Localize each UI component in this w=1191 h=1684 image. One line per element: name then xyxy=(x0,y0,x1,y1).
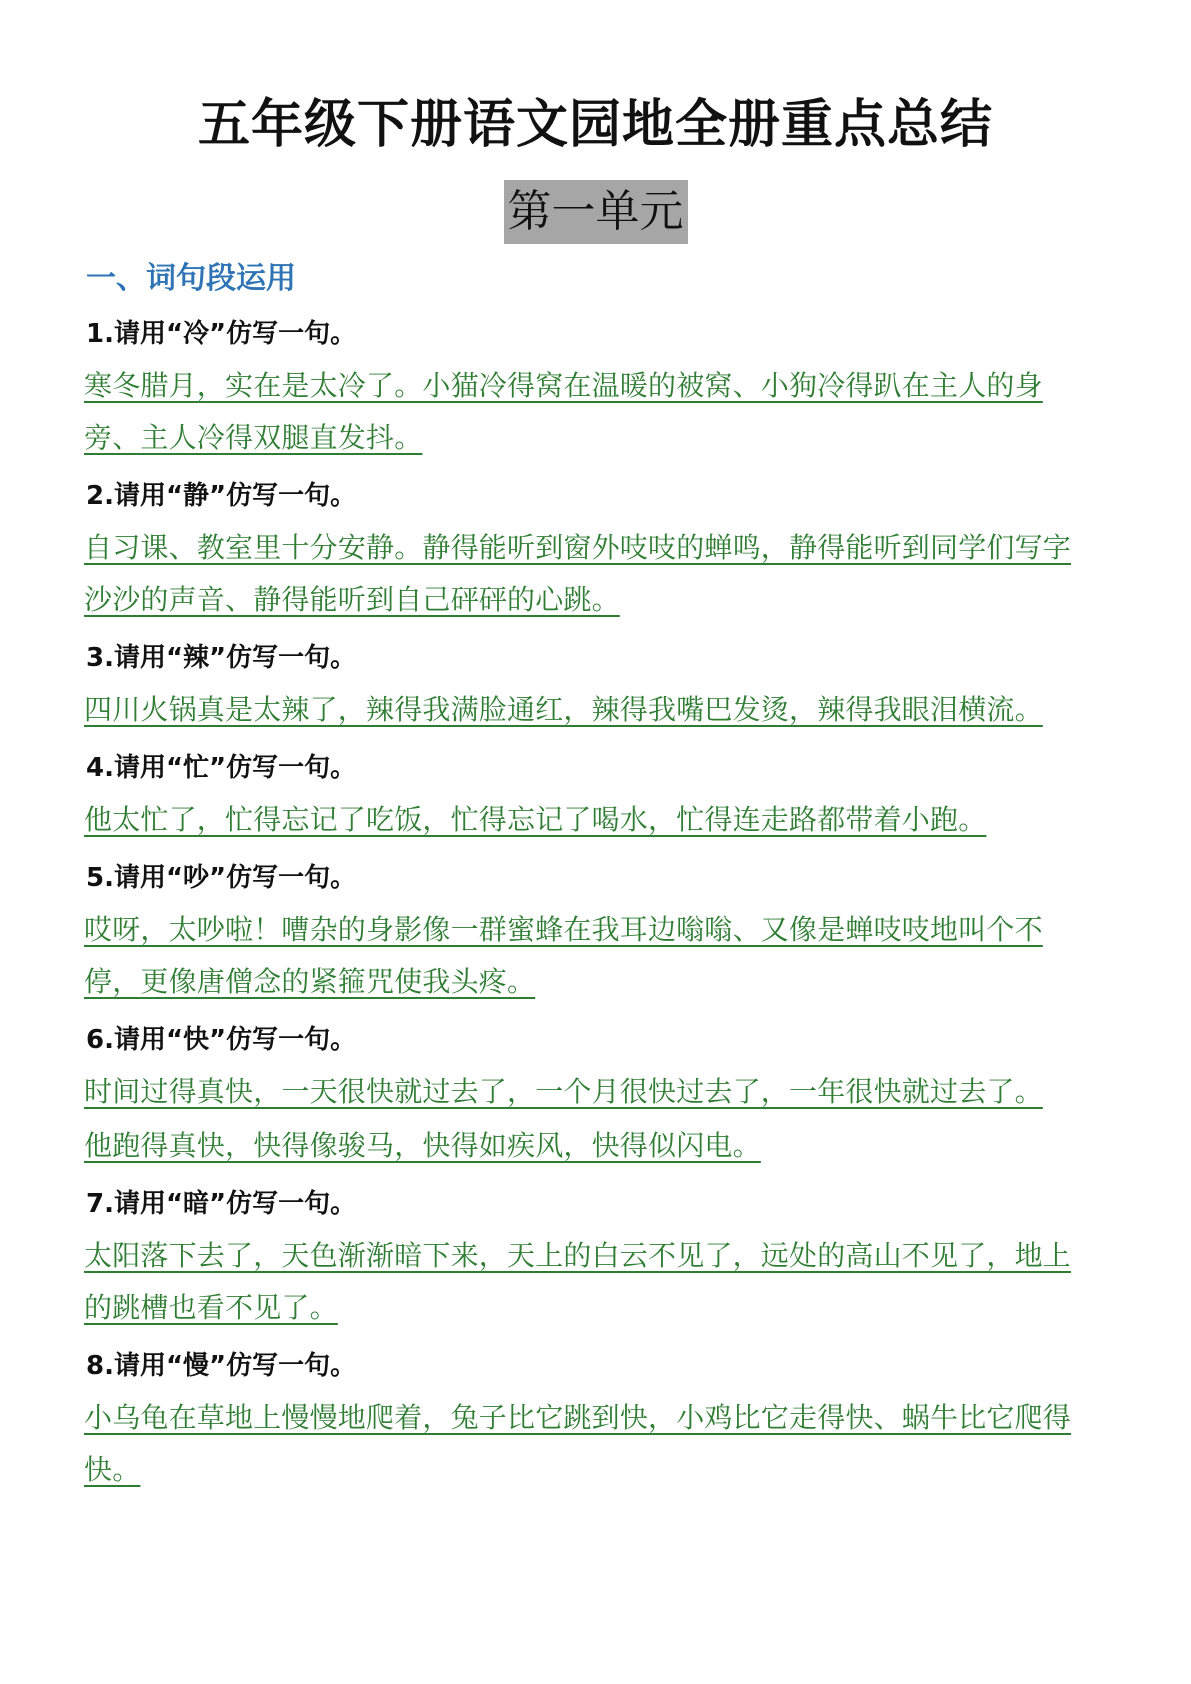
exercise-question: 7.请用“暗”仿写一句。 xyxy=(86,1189,357,1219)
exercise-answer: 他跑得真快，快得像骏马，快得如疾风，快得似闪电。 xyxy=(84,1129,761,1162)
exercise-question: 8.请用“慢”仿写一句。 xyxy=(86,1351,357,1381)
exercise-item xyxy=(84,310,1096,464)
exercise-answer: 小乌龟在草地上慢慢地爬着，兔子比它跳到快，小鸡比它走得快、蜗牛比它爬得快。 xyxy=(84,1401,1072,1486)
exercise-item xyxy=(84,472,1096,626)
exercise-answer: 太阳落下去了，天色渐渐暗下来，天上的白云不见了，远处的高山不见了，地上的跳槽也看不见了。 xyxy=(84,1239,1072,1324)
exercise-question: 2.请用“静”仿写一句。 xyxy=(86,481,357,511)
exercise-answer: 时间过得真快，一天很快就过去了，一个月很快过去了，一年很快就过去了。 xyxy=(84,1075,1043,1108)
exercise-question: 4.请用“忙”仿写一句。 xyxy=(86,753,357,783)
exercise-question: 1.请用“冷”仿写一句。 xyxy=(86,319,357,349)
exercise-item xyxy=(84,854,1096,1008)
exercise-item xyxy=(84,1180,1096,1334)
exercise-question: 5.请用“吵”仿写一句。 xyxy=(86,863,357,893)
exercise-answer: 哎呀，太吵啦！嘈杂的身影像一群蜜蜂在我耳边嗡嗡、又像是蝉吱吱地叫个不停，更像唐僧念的紧箍咒使我头疼。 xyxy=(84,913,1043,998)
exercise-list xyxy=(84,310,1096,1504)
exercise-answer: 寒冬腊月，实在是太冷了。小猫冷得窝在温暖的被窝、小狗冷得趴在主人的身旁、主人冷得双腿直发抖。 xyxy=(84,369,1043,454)
exercise-item xyxy=(84,1016,1096,1172)
exercise-answer: 自习课、教室里十分安静。静得能听到窗外吱吱的蝉鸣，静得能听到同学们写字沙沙的声音、静得能听到自己砰砰的心跳。 xyxy=(84,531,1072,616)
exercise-item xyxy=(84,634,1096,736)
exercise-question: 6.请用“快”仿写一句。 xyxy=(86,1025,357,1055)
exercise-answer: 他太忙了，忙得忘记了吃饭，忙得忘记了喝水，忙得连走路都带着小跑。 xyxy=(84,803,987,836)
unit-title: 第一单元 xyxy=(504,180,688,244)
exercise-question: 3.请用“辣”仿写一句。 xyxy=(86,643,357,673)
unit-title-wrapper xyxy=(0,180,1191,244)
exercise-answer: 四川火锅真是太辣了，辣得我满脸通红，辣得我嘴巴发烫，辣得我眼泪横流。 xyxy=(84,693,1043,726)
document-title: 五年级下册语文园地全册重点总结 xyxy=(197,95,993,155)
section-heading: 一、词句段运用 xyxy=(86,261,296,296)
exercise-item xyxy=(84,744,1096,846)
exercise-item xyxy=(84,1342,1096,1496)
